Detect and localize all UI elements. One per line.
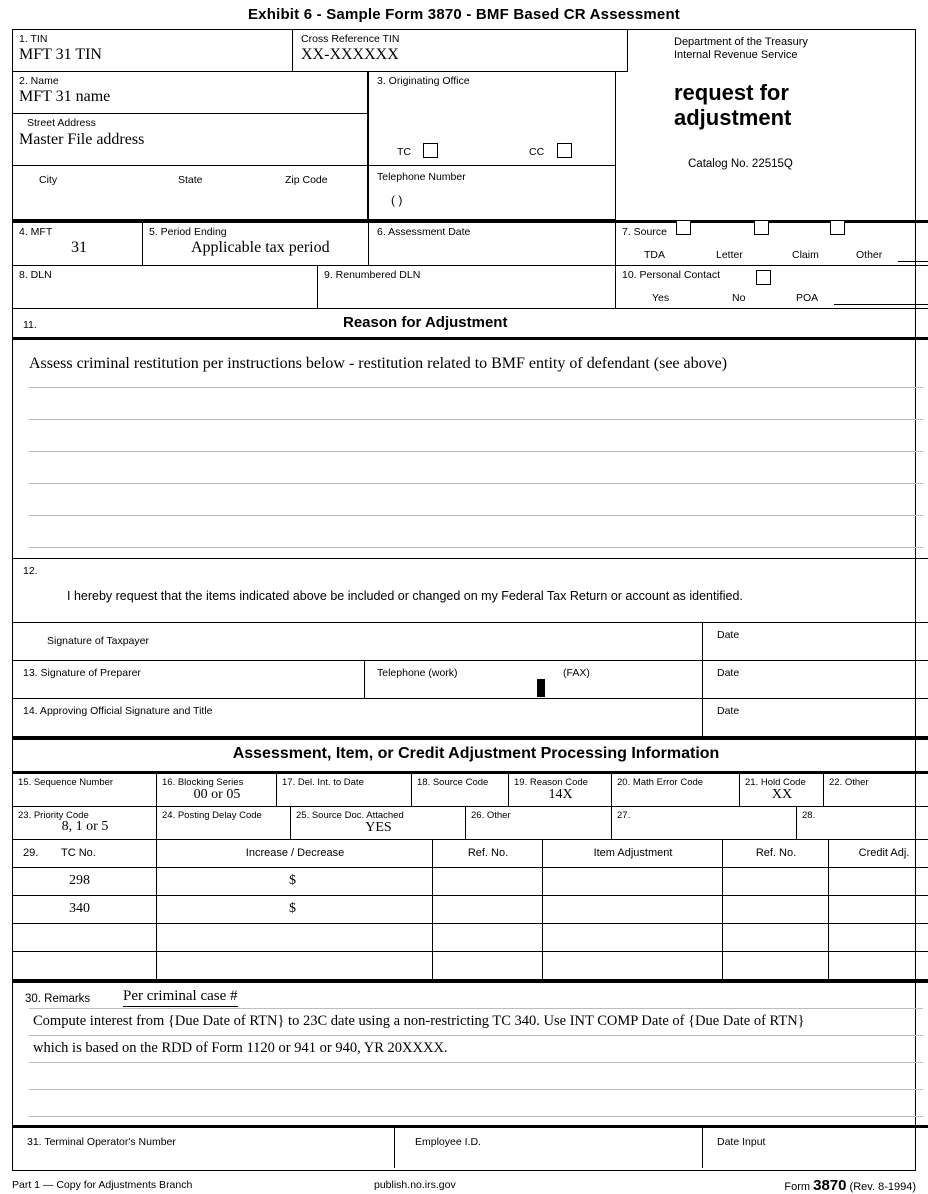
- source-label: 7. Source: [622, 226, 667, 238]
- mft-label: 4. MFT: [19, 226, 53, 238]
- reason-heading: Reason for Adjustment: [343, 314, 508, 331]
- date-input-cell[interactable]: [703, 1128, 928, 1168]
- form-3870: [12, 29, 916, 1171]
- preparer-signature-cell[interactable]: [13, 661, 365, 699]
- table-row[interactable]: [13, 896, 928, 924]
- row-2-tc: 340: [69, 901, 90, 916]
- cursor-marker: [537, 679, 545, 697]
- preparer-signature-label: 13. Signature of Preparer: [23, 667, 141, 679]
- tc-label: TC: [397, 146, 411, 158]
- field-20-label: 20. Math Error Code: [617, 777, 704, 788]
- reason-body: [13, 341, 928, 560]
- field-27-label: 27.: [617, 810, 631, 821]
- footer-site: publish.no.irs.gov: [374, 1179, 456, 1191]
- field-23[interactable]: [13, 807, 157, 840]
- signature-taxpayer-date-cell[interactable]: [703, 623, 928, 661]
- city-label: City: [39, 174, 58, 186]
- employee-id-label: Employee I.D.: [415, 1136, 481, 1148]
- field-28-label: 28.: [802, 810, 816, 821]
- table-29-header-tc: TC No.: [61, 847, 96, 859]
- originating-office-label: 3. Originating Office: [377, 75, 470, 87]
- source-option-tda[interactable]: TDA: [644, 249, 665, 261]
- telephone-number-label: Telephone Number: [377, 171, 466, 183]
- approving-official-cell[interactable]: [13, 699, 703, 737]
- table-29-col-ref1: [433, 840, 543, 868]
- dln-cell: [13, 266, 318, 309]
- field-21-label: 21. Hold Code: [745, 777, 806, 788]
- personal-contact-no[interactable]: No: [732, 292, 746, 304]
- field-21[interactable]: [740, 774, 824, 807]
- terminal-operator-label: 31. Terminal Operator's Number: [27, 1136, 176, 1148]
- street-address-label: Street Address: [27, 117, 96, 129]
- personal-contact-poa[interactable]: POA: [796, 292, 819, 304]
- table-29-col-item: [543, 840, 723, 868]
- field-16[interactable]: [157, 774, 277, 807]
- tin-cell: [13, 30, 293, 72]
- agency-line-1: Department of the Treasury: [674, 36, 808, 48]
- field-23-value: 8, 1 or 5: [61, 819, 109, 834]
- cross-reference-tin-value[interactable]: XX-XXXXXX: [301, 46, 399, 63]
- reason-number: 11.: [23, 319, 37, 331]
- table-29-header-ref2: Ref. No.: [755, 847, 797, 859]
- originating-office-cell: [368, 72, 616, 166]
- field-17[interactable]: [277, 774, 412, 807]
- personal-contact-yes[interactable]: Yes: [652, 292, 670, 304]
- source-claim-checkbox[interactable]: [830, 220, 845, 235]
- preparer-date-label: Date: [717, 667, 740, 679]
- processing-heading-block: [13, 740, 928, 772]
- field-22[interactable]: [824, 774, 928, 807]
- footer-form-rev: (Rev. 8-1994): [846, 1181, 916, 1193]
- renumbered-dln-label: 9. Renumbered DLN: [324, 269, 421, 281]
- terminal-operator-cell[interactable]: [13, 1128, 395, 1168]
- field-18-label: 18. Source Code: [417, 777, 489, 788]
- telephone-number-cell: [368, 166, 616, 220]
- reason-text[interactable]: Assess criminal restitution per instructions below - restitution related to BMF entity of defendant (see above): [29, 355, 728, 372]
- field-25-label: 25. Source Doc. Attached: [296, 810, 404, 821]
- table-29-header-credit: Credit Adj.: [858, 847, 910, 859]
- field-17-label: 17. Del. Int. to Date: [282, 777, 364, 788]
- remarks-block: [13, 983, 928, 1125]
- field-15-label: 15. Sequence Number: [18, 777, 114, 788]
- renumbered-dln-cell: [318, 266, 616, 309]
- field-20[interactable]: [612, 774, 740, 807]
- tc-checkbox[interactable]: [423, 143, 438, 158]
- field-18[interactable]: [412, 774, 509, 807]
- signature-taxpayer-label: Signature of Taxpayer: [47, 635, 149, 647]
- source-tda-checkbox[interactable]: [676, 220, 691, 235]
- field-26[interactable]: [466, 807, 612, 840]
- source-option-letter[interactable]: Letter: [716, 249, 743, 261]
- date-input-label: Date Input: [717, 1136, 766, 1148]
- preparer-telephone-cell[interactable]: [365, 661, 703, 699]
- field-16-value: 00 or 05: [193, 787, 241, 802]
- city-state-zip-cell: [13, 166, 368, 220]
- field-25[interactable]: [291, 807, 466, 840]
- approving-official-label: 14. Approving Official Signature and Title: [23, 705, 213, 717]
- remarks-heading: Per criminal case #: [123, 988, 238, 1007]
- field-23-label: 23. Priority Code: [18, 810, 89, 821]
- signature-taxpayer-cell[interactable]: [13, 623, 703, 661]
- tin-value[interactable]: MFT 31 TIN: [19, 46, 102, 63]
- source-letter-checkbox[interactable]: [754, 220, 769, 235]
- table-29-col-credit: [829, 840, 928, 868]
- processing-heading: Assessment, Item, or Credit Adjustment Processing Information: [232, 745, 720, 762]
- exhibit-title: Exhibit 6 - Sample Form 3870 - BMF Based CR Assessment: [247, 6, 681, 23]
- field-15[interactable]: [13, 774, 157, 807]
- cc-checkbox[interactable]: [557, 143, 572, 158]
- form-title-line-1: request for: [674, 80, 789, 105]
- field-19[interactable]: [509, 774, 612, 807]
- cross-reference-tin-label: Cross Reference TIN: [301, 33, 400, 45]
- street-address-cell: [13, 114, 368, 166]
- table-29-header-ref1: Ref. No.: [467, 847, 509, 859]
- personal-contact-checkbox[interactable]: [756, 270, 771, 285]
- source-cell: [616, 223, 928, 266]
- state-label: State: [178, 174, 203, 186]
- name-value[interactable]: MFT 31 name: [19, 88, 111, 105]
- field-19-value: 14X: [548, 787, 573, 802]
- cross-reference-tin-cell: [293, 30, 628, 72]
- employee-id-cell[interactable]: [395, 1128, 703, 1168]
- table-row[interactable]: [13, 952, 928, 980]
- name-cell: [13, 72, 368, 114]
- footer-part: Part 1 — Copy for Adjustments Branch: [12, 1179, 193, 1191]
- agency-block: [628, 30, 928, 220]
- tin-label: 1. TIN: [19, 33, 48, 45]
- bottom-row: [13, 1128, 928, 1168]
- remarks-label: 30. Remarks: [25, 993, 91, 1005]
- table-29-header-item: Item Adjustment: [593, 847, 673, 859]
- telephone-number-value[interactable]: ( ): [391, 193, 403, 207]
- processing-row-b: [13, 807, 928, 840]
- table-row[interactable]: [13, 868, 928, 896]
- cc-label: CC: [529, 146, 545, 158]
- agency-line-2: Internal Revenue Service: [674, 49, 798, 61]
- item-12-number: 12.: [23, 565, 38, 577]
- footer-form-prefix: Form: [784, 1181, 814, 1193]
- period-ending-value[interactable]: Applicable tax period: [191, 239, 330, 256]
- dln-label: 8. DLN: [19, 269, 52, 281]
- field-28[interactable]: [797, 807, 928, 840]
- processing-row-a: [13, 774, 928, 807]
- personal-contact-cell: [616, 266, 928, 309]
- form-title-line-2: adjustment: [674, 104, 792, 130]
- period-ending-label: 5. Period Ending: [149, 226, 227, 238]
- mft-cell: [13, 223, 143, 266]
- field-24-label: 24. Posting Delay Code: [162, 810, 262, 821]
- source-option-other[interactable]: Other: [856, 249, 883, 261]
- item-12-statement: I hereby request that the items indicated above be included or changed on my Federal Tax Return or account as identified.: [67, 589, 743, 603]
- source-option-claim[interactable]: Claim: [792, 249, 819, 261]
- period-ending-cell: [143, 223, 369, 266]
- field-19-label: 19. Reason Code: [514, 777, 588, 788]
- signature-taxpayer-date-label: Date: [717, 629, 740, 641]
- table-29-col-ref2: [723, 840, 829, 868]
- row-2-increase: $: [289, 901, 296, 916]
- assessment-date-cell: [369, 223, 616, 266]
- field-22-label: 22. Other: [829, 777, 869, 788]
- remarks-line-1: Compute interest from {Due Date of RTN} to 23C date using a non-restricting TC 340. Use INT COMP Date of {Due Date of RTN}: [33, 1013, 805, 1029]
- catalog-number: Catalog No. 22515Q: [688, 158, 793, 171]
- personal-contact-label: 10. Personal Contact: [622, 269, 721, 281]
- field-21-value: XX: [771, 787, 793, 802]
- field-24[interactable]: [157, 807, 291, 840]
- assessment-date-label: 6. Assessment Date: [377, 226, 471, 238]
- telephone-work-label: Telephone (work): [377, 667, 458, 679]
- fax-label: (FAX): [563, 667, 590, 679]
- footer-form: [784, 1177, 916, 1194]
- name-label: 2. Name: [19, 75, 59, 87]
- footer-form-number: 3870: [813, 1177, 847, 1194]
- field-25-value: YES: [365, 820, 392, 835]
- table-29-col-increase: [157, 840, 433, 868]
- mft-value[interactable]: 31: [71, 239, 87, 256]
- table-row[interactable]: [13, 924, 928, 952]
- remarks-line-2: which is based on the RDD of Form 1120 or 941 or 940, YR 20XXXX.: [33, 1040, 448, 1056]
- field-27[interactable]: [612, 807, 797, 840]
- row-1-increase: $: [289, 873, 296, 888]
- street-address-value[interactable]: Master File address: [19, 131, 145, 148]
- row-1-tc: 298: [69, 873, 90, 888]
- zip-code-label: Zip Code: [285, 174, 328, 186]
- table-29-number: 29.: [23, 847, 39, 859]
- table-29-header-increase: Increase / Decrease: [245, 847, 345, 859]
- table-29-col-tc: [13, 840, 157, 868]
- field-26-label: 26. Other: [471, 810, 511, 821]
- approving-official-date-label: Date: [717, 705, 740, 717]
- preparer-date-cell[interactable]: [703, 661, 928, 699]
- field-16-label: 16. Blocking Series: [162, 777, 244, 788]
- item-12-block: [13, 559, 928, 623]
- approving-official-date-cell[interactable]: [703, 699, 928, 737]
- table-29-header: [13, 840, 928, 868]
